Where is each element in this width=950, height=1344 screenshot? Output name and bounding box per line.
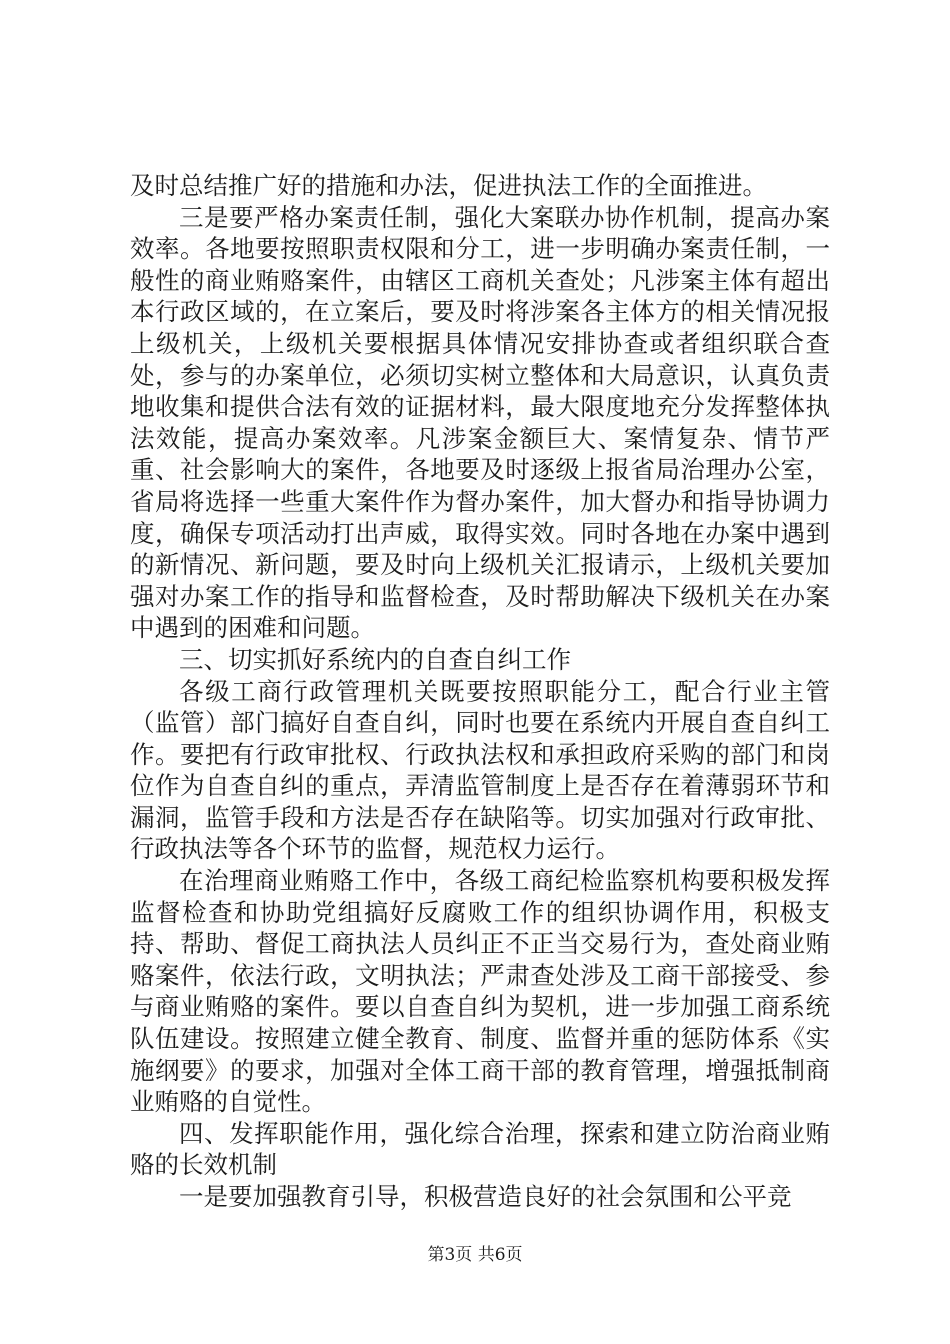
paragraph-7: 一是要加强教育引导，积极营造良好的社会氛围和公平竞 <box>179 1182 792 1211</box>
section-heading-4: 四、发挥职能作用，强化综合治理，探索和建立防治商业贿赂的长效机制 <box>130 1118 830 1180</box>
paragraph-4: 各级工商行政管理机关既要按照职能分工，配合行业主管（监管）部门搞好自查自纠，同时也要在系统内开展自查自纠工作。要把有行政审批权、行政执法权和承担政府采购的部门和岗位作为自查自纠的重点，弄清监管制度上是否存在着薄弱环节和漏洞，监管手段和方法是否存在缺陷等。切实加强对行政审批、行政执法等各个环节的监督，规范权力运行。 <box>130 676 830 864</box>
document-body <box>130 170 830 1213</box>
page-number-label: 第3页 共6页 <box>427 1245 523 1265</box>
paragraph-1: 及时总结推广好的措施和办法，促进执法工作的全面推进。 <box>130 171 767 200</box>
paragraph-5: 在治理商业贿赂工作中，各级工商纪检监察机构要积极发挥监督检查和协助党组搞好反腐败工作的组织协调作用，积极支持、帮助、督促工商执法人员纠正不正当交易行为，查处商业贿赂案件，依法行政，文明执法；严肃查处涉及工商干部接受、参与商业贿赂的案件。要以自查自纠为契机，进一步加强工商系统队伍建设。按照建立健全教育、制度、监督并重的惩防体系《实施纲要》的要求，加强对全体工商干部的教育管理，增强抵制商业贿赂的自觉性。 <box>130 866 830 1117</box>
page-footer <box>0 1240 950 1265</box>
paragraph-2: 三是要严格办案责任制，强化大案联办协作机制，提高办案效率。各地要按照职责权限和分工，进一步明确办案责任制，一般性的商业贿赂案件，由辖区工商机关查处；凡涉案主体有超出本行政区域的，在立案后，要及时将涉案各主体方的相关情况报上级机关，上级机关要根据具体情况安排协查或者组织联合查处，参与的办案单位，必须切实树立整体和大局意识，认真负责地收集和提供合法有效的证据材料，最大限度地充分发挥整体执法效能，提高办案效率。凡涉案金额巨大、案情复杂、情节严重、社会影响大的案件，各地要及时逐级上报省局治理办公室，省局将选择一些重大案件作为督办案件，加大督办和指导协调力度，确保专项活动打出声威，取得实效。同时各地在办案中遇到的新情况、新问题，要及时向上级机关汇报请示，上级机关要加强对办案工作的指导和监督检查，及时帮助解决下级机关在办案中遇到的困难和问题。 <box>130 202 830 643</box>
section-heading-3: 三、切实抓好系统内的自查自纠工作 <box>179 644 571 674</box>
